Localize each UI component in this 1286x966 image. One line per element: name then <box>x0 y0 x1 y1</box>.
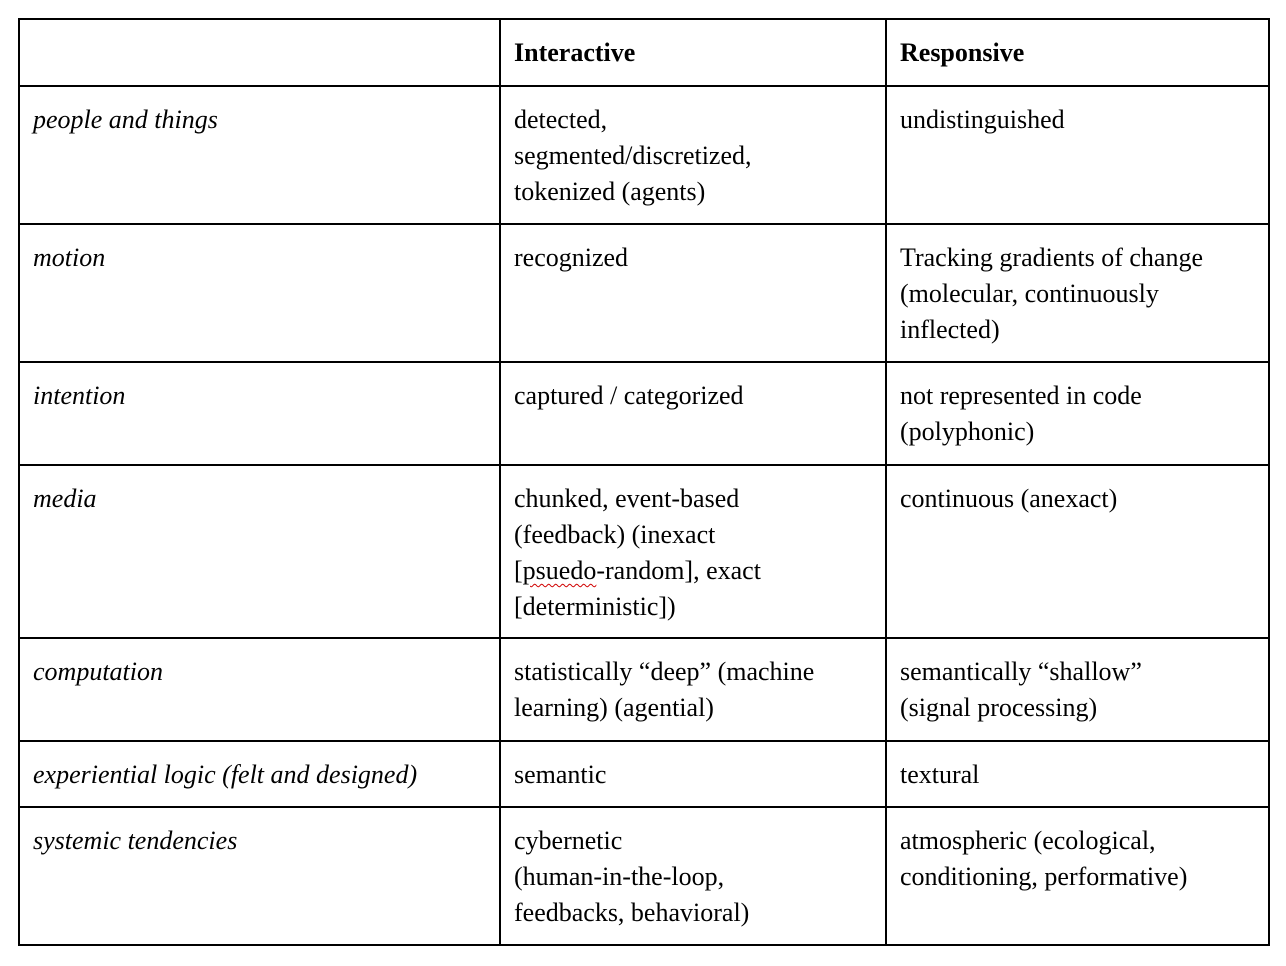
cell-text-line: atmospheric (ecological, <box>900 826 1156 855</box>
cell-text-line: tokenized (agents) <box>514 177 706 206</box>
cell-text-line <box>514 553 873 589</box>
responsive-cell[interactable] <box>886 807 1269 945</box>
responsive-cell[interactable] <box>886 741 1269 807</box>
interactive-cell[interactable] <box>500 465 886 638</box>
row-label-cell[interactable] <box>19 638 500 741</box>
responsive-cell[interactable] <box>886 638 1269 741</box>
text-fragment: -random], exact <box>596 556 761 585</box>
responsive-cell[interactable] <box>886 86 1269 224</box>
cell-text-line: conditioning, performative) <box>900 862 1188 891</box>
row-label-cell[interactable] <box>19 807 500 945</box>
comparison-table <box>18 18 1270 946</box>
row-label-text: motion <box>33 243 106 272</box>
table-row <box>19 741 1269 807</box>
cell-text-line: (human-in-the-loop, <box>514 862 725 891</box>
row-label-cell[interactable] <box>19 362 500 465</box>
row-label-text: computation <box>33 657 163 686</box>
header-cell-interactive[interactable]: Interactive <box>500 19 886 86</box>
cell-text-line: detected, <box>514 105 608 134</box>
cell-text-line: (molecular, continuously <box>900 279 1159 308</box>
interactive-cell[interactable] <box>500 807 886 945</box>
cell-text-line: semantic <box>514 760 607 789</box>
table-row <box>19 86 1269 224</box>
table-row <box>19 638 1269 741</box>
row-label-text: systemic tendencies <box>33 826 238 855</box>
cell-text-line: inflected) <box>900 315 1000 344</box>
cell-text-line: (feedback) (inexact <box>514 520 716 549</box>
cell-text-line: Tracking gradients of change <box>900 243 1204 272</box>
cell-text-line: undistinguished <box>900 105 1065 134</box>
interactive-cell[interactable] <box>500 362 886 465</box>
row-label-cell[interactable] <box>19 465 500 638</box>
row-label-text: people and things <box>33 105 218 134</box>
table-row <box>19 807 1269 945</box>
responsive-cell[interactable] <box>886 465 1269 638</box>
cell-text-line: learning) (agential) <box>514 693 714 722</box>
cell-text-line: semantically “shallow” <box>900 657 1142 686</box>
cell-text-line: (polyphonic) <box>900 417 1035 446</box>
row-label-cell[interactable] <box>19 86 500 224</box>
cell-text-line: (signal processing) <box>900 693 1098 722</box>
cell-text-line: textural <box>900 760 980 789</box>
table-row <box>19 465 1269 638</box>
cell-text-line: recognized <box>514 243 629 272</box>
row-label-text: media <box>33 484 97 513</box>
header-cell-empty[interactable] <box>19 19 500 86</box>
cell-text-line: not represented in code <box>900 381 1142 410</box>
cell-text-line: statistically “deep” (machine <box>514 657 815 686</box>
text-fragment: [ <box>514 556 523 585</box>
interactive-cell[interactable] <box>500 86 886 224</box>
table-row <box>19 362 1269 465</box>
cell-text-line: feedbacks, behavioral) <box>514 898 750 927</box>
table-row <box>19 224 1269 362</box>
row-label-cell[interactable] <box>19 224 500 362</box>
cell-text-line: captured / categorized <box>514 381 744 410</box>
cell-text-line: continuous (anexact) <box>900 484 1118 513</box>
responsive-cell[interactable] <box>886 224 1269 362</box>
row-label-cell[interactable] <box>19 741 500 807</box>
interactive-cell[interactable] <box>500 741 886 807</box>
row-label-text: experiential logic (felt and designed) <box>33 760 418 789</box>
responsive-cell[interactable] <box>886 362 1269 465</box>
spellcheck-flagged-word[interactable]: psuedo <box>522 556 597 585</box>
cell-text-line: chunked, event-based <box>514 484 740 513</box>
cell-text-line: [deterministic]) <box>514 592 676 621</box>
row-label-text: intention <box>33 381 126 410</box>
cell-text-line: segmented/discretized, <box>514 141 752 170</box>
interactive-cell[interactable] <box>500 638 886 741</box>
cell-text-line: cybernetic <box>514 826 623 855</box>
header-cell-responsive[interactable]: Responsive <box>886 19 1269 86</box>
header-row <box>19 19 1269 86</box>
interactive-cell[interactable] <box>500 224 886 362</box>
